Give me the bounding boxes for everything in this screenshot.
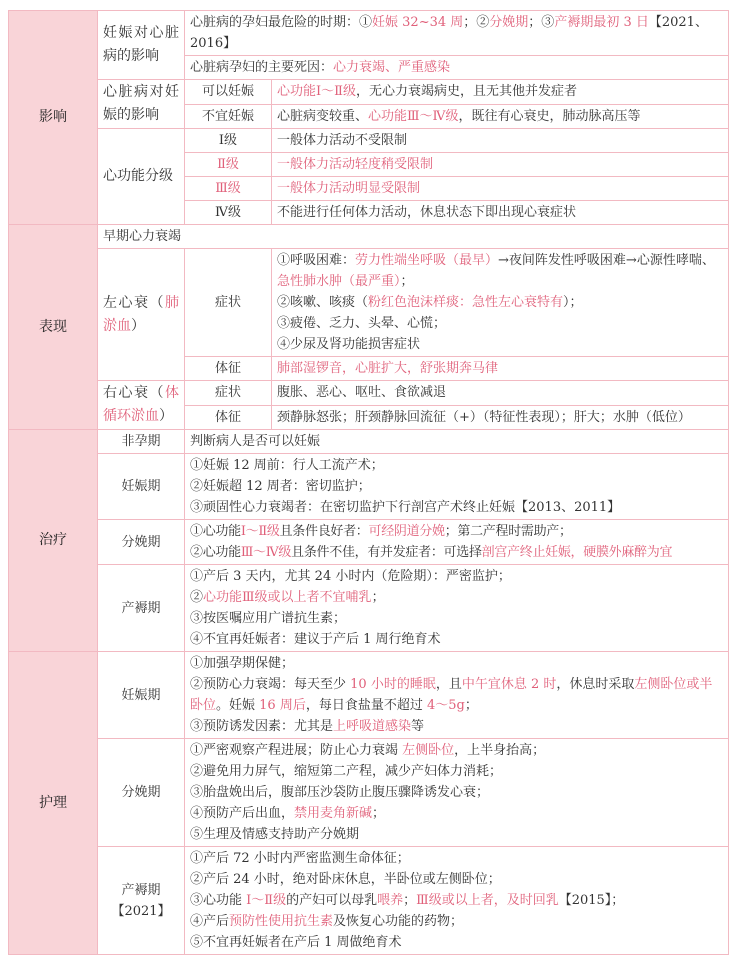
text-segment: ；第二产程时需助产； <box>444 524 572 539</box>
highlighted-text: 心功能Ⅲ～Ⅳ级 <box>368 108 459 124</box>
highlighted-text: 分娩期 <box>489 15 529 30</box>
row-label: 非孕期 <box>98 430 185 454</box>
text-segment: ③疲倦、乏力、头晕、心慌； <box>277 316 447 331</box>
text-segment: ④少尿及肾功能损害症状 <box>277 337 421 352</box>
text-segment: 左心衰（ <box>103 294 165 311</box>
content-cell <box>272 80 729 105</box>
text-segment: ⑤生理及情感支持助产分娩期 <box>190 827 360 842</box>
row-label: 分娩期 <box>98 739 185 847</box>
highlighted-text: 预防性使用抗生素 <box>229 914 334 929</box>
content-line <box>190 824 723 845</box>
row-label-text: 产褥期 <box>121 882 161 898</box>
text-segment: ①产后 72 小时内严密监测生命体征； <box>190 851 410 866</box>
content-cell <box>272 177 729 201</box>
text-segment: 颈静脉怒张；肝颈静脉回流征（+）（特征性表现）；肝大；水肿（低位） <box>277 409 691 425</box>
text-segment: ③顽固性心力衰竭者：在密切监护下行剖宫产术终止妊娠【2013、2011】 <box>190 500 621 515</box>
content-line <box>190 455 723 476</box>
content-line <box>190 761 723 782</box>
highlighted-text: 肺淤血 <box>103 294 179 334</box>
text-segment: ，且 <box>435 677 462 692</box>
content-line <box>190 476 723 497</box>
row-label <box>98 847 185 955</box>
text-segment: 判断病人是否可以妊娠 <box>190 434 321 449</box>
highlighted-text: 体循环淤血 <box>103 385 179 424</box>
content-line <box>190 542 723 563</box>
text-segment: ； <box>372 806 386 821</box>
content-line <box>190 566 723 587</box>
content-line <box>190 890 723 911</box>
text-segment: ，上半身抬高； <box>454 743 546 758</box>
text-segment: ②咳嗽、咳痰（ <box>277 295 369 310</box>
text-segment: 【2015】； <box>558 893 625 908</box>
highlighted-text: 粉红色泡沫样痰：急性左心衰特有 <box>368 295 564 310</box>
highlighted-text: Ⅰ～Ⅱ级 <box>240 524 280 539</box>
highlighted-text: 急性肺水肿（最严重） <box>277 274 401 289</box>
content-line <box>190 740 723 761</box>
content-line <box>277 382 723 403</box>
highlighted-text: 10 小时的睡眠 <box>350 677 436 692</box>
highlighted-text: 肺部湿锣音，心脏扩大，舒张期奔马律 <box>277 361 499 376</box>
text-segment: 腹胀、恶心、呕吐、食欲减退 <box>277 385 447 401</box>
content-cell <box>185 454 729 520</box>
text-segment: 且条件良好者： <box>279 524 369 539</box>
sub-label: 体征 <box>185 357 272 381</box>
text-segment: ；② <box>463 15 490 30</box>
section-treatment: 治疗 <box>9 430 98 652</box>
text-segment: ；③ <box>528 15 555 30</box>
sub-label: 不宜妊娠 <box>185 104 272 129</box>
row-label: 心脏病对妊娠的影响 <box>98 80 185 129</box>
highlighted-text: 可经阴道分娩 <box>368 524 445 539</box>
text-segment: ，每日食盐量不超过 <box>305 698 427 713</box>
text-segment: ③心功能 <box>190 893 247 908</box>
text-segment: 的产妇可以母乳 <box>286 893 378 908</box>
content-line <box>277 250 723 292</box>
content-line <box>277 313 723 334</box>
section-influence: 影响 <box>9 11 98 225</box>
content-line <box>277 334 723 355</box>
text-segment: ①心功能 <box>190 524 241 539</box>
content-line <box>277 81 723 102</box>
highlighted-text: Ⅲ～Ⅳ级 <box>240 545 292 560</box>
content-line <box>190 431 723 452</box>
text-segment: 及恢复心功能的药物； <box>333 914 464 929</box>
text-segment: 等 <box>411 719 425 734</box>
highlighted-text: 左侧卧位或半卧位 <box>190 677 713 713</box>
text-segment: ①妊娠 12 周前：行人工流产术； <box>190 458 384 473</box>
text-segment: ，无心力衰竭病史，且无其他并发症者 <box>355 84 577 100</box>
content-cell <box>272 129 729 153</box>
content-cell <box>272 381 729 406</box>
text-segment: ④预防产后出血， <box>190 806 295 821</box>
text-segment: ，既往有心衰史，肺动脉高压等 <box>458 108 641 124</box>
text-segment: ②避免用力屏气，缩短第二产程，减少产妇体力消耗； <box>190 764 503 779</box>
text-segment: ）； <box>563 295 583 310</box>
content-line <box>277 407 723 428</box>
content-line <box>277 178 723 199</box>
exam-year: 【2021】 <box>111 903 171 919</box>
highlighted-text: 上呼吸道感染 <box>333 719 412 734</box>
row-label: 心功能分级 <box>98 129 185 225</box>
content-line <box>190 848 723 869</box>
content-line <box>277 106 723 127</box>
content-cell <box>185 652 729 739</box>
row-label: 妊娠期 <box>98 652 185 739</box>
content-line <box>190 674 723 716</box>
text-segment: ③胎盘娩出后，腹部压沙袋防止腹压骤降诱发心衰； <box>190 785 490 800</box>
content-cell <box>185 565 729 652</box>
sub-label: 症状 <box>185 249 272 357</box>
content-cell <box>272 405 729 430</box>
content-cell <box>272 201 729 225</box>
highlighted-text: 喂养 <box>377 893 404 908</box>
content-line <box>277 358 723 379</box>
section-nursing: 护理 <box>9 652 98 955</box>
sub-label: 症状 <box>185 381 272 406</box>
content-line <box>277 130 723 151</box>
highlighted-text: 中午宜休息 2 时 <box>461 677 557 692</box>
highlighted-text: 妊娠 32~34 周 <box>372 15 464 30</box>
text-segment: 心脏病变较重、 <box>277 108 369 124</box>
content-line <box>190 12 723 54</box>
content-line <box>190 497 723 518</box>
content-line <box>190 716 723 737</box>
text-segment: ； <box>464 698 478 713</box>
early-heart-failure: 早期心力衰竭 <box>98 225 729 249</box>
content-line <box>277 154 723 175</box>
sub-label: 体征 <box>185 405 272 430</box>
text-segment: ④产后 <box>190 914 230 929</box>
text-segment: 不能进行任何体力活动，休息状态下即出现心衰症状 <box>277 205 577 220</box>
text-segment: 且条件不佳，有并发症者：可选择 <box>291 545 482 560</box>
highlighted-text: 产褥期最初 3 日 <box>554 15 649 30</box>
text-segment: ； <box>400 274 414 289</box>
content-cell <box>185 430 729 454</box>
highlighted-text: Ⅰ～Ⅱ级 <box>246 893 287 908</box>
text-segment: ②预防心力衰竭：每天至少 <box>190 677 351 692</box>
row-label: 妊娠对心脏病的影响 <box>98 11 185 80</box>
text-segment: ； <box>403 893 417 908</box>
highlighted-text: 劳力性端坐呼吸（最早） <box>355 253 499 268</box>
sub-label: Ⅲ级 <box>185 177 272 201</box>
content-line <box>190 932 723 953</box>
text-segment: ①严密观察产程进展；防止心力衰竭 <box>190 743 403 758</box>
sub-label: Ⅳ级 <box>185 201 272 225</box>
text-segment: ②产后 24 小时，绝对卧床休息，半卧位或左侧卧位； <box>190 872 501 887</box>
text-segment: ② <box>190 590 204 605</box>
content-line <box>277 202 723 223</box>
text-segment: →夜间阵发性呼吸困难→心源性哮喘、 <box>498 253 715 268</box>
highlighted-text: 左侧卧位 <box>402 743 455 758</box>
content-line <box>190 608 723 629</box>
content-cell <box>185 847 729 955</box>
text-segment: ②心功能 <box>190 545 241 560</box>
text-segment: 一般体力活动不受限制 <box>277 133 408 148</box>
content-cell <box>272 249 729 357</box>
text-segment: ③预防诱发因素：尤其是 <box>190 719 334 734</box>
content-cell <box>185 739 729 847</box>
text-segment: ⑤不宜再妊娠者在产后 1 周做绝育术 <box>190 935 402 950</box>
highlighted-text: Ⅲ级或以上者，及时回乳 <box>416 893 559 908</box>
content-line <box>190 587 723 608</box>
highlighted-text: 禁用麦角新碱 <box>294 806 373 821</box>
sub-label: Ⅱ级 <box>185 153 272 177</box>
highlighted-text: 一般体力活动轻度稍受限制 <box>277 157 434 172</box>
section-manifestation: 表现 <box>9 225 98 430</box>
highlighted-text: 心力衰竭、严重感染 <box>333 60 451 75</box>
text-segment: ④不宜再妊娠者：建议于产后 1 周行绝育术 <box>190 632 441 647</box>
sub-label: Ⅰ级 <box>185 129 272 153</box>
highlighted-text: 4～5g <box>426 698 465 713</box>
content-line <box>190 782 723 803</box>
content-line <box>190 521 723 542</box>
text-segment: ①呼吸困难： <box>277 253 356 268</box>
content-cell <box>185 11 729 56</box>
heart-disease-pregnancy-table <box>8 10 729 955</box>
content-cell <box>272 153 729 177</box>
row-label <box>98 381 185 430</box>
content-line <box>190 803 723 824</box>
row-label: 妊娠期 <box>98 454 185 520</box>
content-line <box>277 292 723 313</box>
row-label: 分娩期 <box>98 520 185 565</box>
highlighted-text: 16 周后 <box>259 698 306 713</box>
text-segment: ） <box>159 408 173 424</box>
text-segment: 心脏病的孕妇最危险的时期：① <box>190 15 373 30</box>
content-cell <box>185 56 729 80</box>
content-cell <box>185 520 729 565</box>
row-label <box>98 249 185 381</box>
content-line <box>190 629 723 650</box>
highlighted-text: 一般体力活动明显受限制 <box>277 181 421 196</box>
text-segment: ，休息时采取 <box>556 677 635 692</box>
text-segment: ①产后 3 天内，尤其 24 小时内（危险期）：严密监护； <box>190 569 511 584</box>
highlighted-text: 剖宫产终止妊娠，硬膜外麻醉为宜 <box>481 545 673 560</box>
content-cell <box>272 357 729 381</box>
content-cell <box>272 104 729 129</box>
text-segment: ①加强孕期保健； <box>190 656 295 671</box>
content-line <box>190 869 723 890</box>
highlighted-text: 心功能Ⅰ～Ⅱ级 <box>277 84 356 100</box>
content-line <box>190 653 723 674</box>
text-segment: ②妊娠超 12 周者：密切监护； <box>190 479 371 494</box>
text-segment: 右心衰（ <box>103 385 165 401</box>
content-line <box>190 911 723 932</box>
content-line <box>190 57 723 78</box>
text-segment: ； <box>371 590 385 605</box>
sub-label: 可以妊娠 <box>185 80 272 105</box>
text-segment: ） <box>131 317 145 334</box>
text-segment: 【2021、2016】 <box>190 15 708 51</box>
text-segment: 心脏病孕妇的主要死因： <box>190 60 334 75</box>
highlighted-text: 心功能Ⅲ级或以上者不宜哺乳 <box>203 590 372 605</box>
row-label: 产褥期 <box>98 565 185 652</box>
text-segment: ③按医嘱应用广谱抗生素； <box>190 611 347 626</box>
text-segment: 。妊娠 <box>216 698 260 713</box>
